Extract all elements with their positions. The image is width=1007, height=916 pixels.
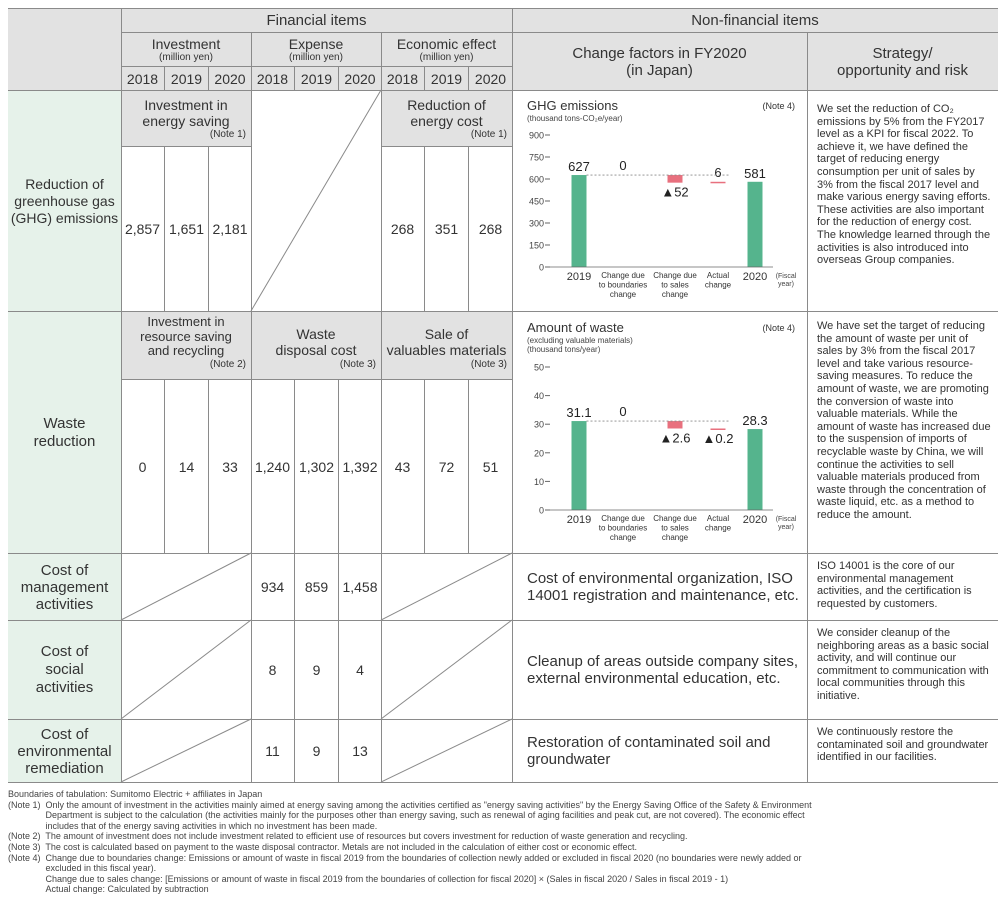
note-2: (Note 2) The amount of investment does not include investment related to efficient use of resources but covers investment for reduction of waste generation and recycling. <box>8 831 688 842</box>
ghg-effect-title-line2: energy cost <box>410 113 483 129</box>
ghg-investment-2020: 2,181 <box>212 221 248 237</box>
waste-expense-title <box>251 326 381 379</box>
x-category-label: Change due <box>601 514 645 523</box>
note-3: (Note 3) The cost is calculated based on payment to the waste disposal contractor. Metals are not included in the calculation of either cost or economic effect. <box>8 841 638 852</box>
y-tick-label: 450 <box>528 196 544 207</box>
bar-value-label: ▲2.6 <box>659 430 691 446</box>
ghg-emissions-chart <box>513 91 807 311</box>
waste-investment-2020: 33 <box>222 458 238 475</box>
x-category-label: change <box>661 533 689 542</box>
chart-note: (Note 4) <box>762 323 795 333</box>
year-header-exp-2018: 2018 <box>256 70 289 87</box>
waterfall-bar <box>668 421 683 428</box>
y-tick-label: 150 <box>528 240 544 251</box>
management-expense-2018: 934 <box>260 579 285 595</box>
investment-header-unit: (million yen) <box>159 52 213 63</box>
investment-header <box>121 33 251 66</box>
x-category-label: to boundaries <box>598 523 648 533</box>
chart-subtitle: (excluding valuable materials) <box>527 336 633 345</box>
ghg-effect-title-line1: Reduction of <box>407 97 486 113</box>
x-category-label: Actual <box>706 514 730 523</box>
row-label-ghg-line3: (GHG) emissions <box>10 209 119 226</box>
year-header-eff-2018: 2018 <box>386 70 419 87</box>
waste-effect-2018: 43 <box>394 458 411 475</box>
waste-investment-2018: 0 <box>138 458 147 475</box>
row-label-social-line1: Cost of <box>40 643 89 660</box>
y-tick-label: 0 <box>538 505 544 516</box>
x-category-label: Change due <box>653 271 697 280</box>
waste-investment-title-line1: Investment in <box>147 314 225 329</box>
waste-expense-note: (Note 3) <box>339 359 376 370</box>
footnotes <box>8 789 998 895</box>
ghg-strategy-text: We set the reduction of CO₂ emissions by 5% from the FY2017 level as a KPI for fiscal 2022. To achieve it, we have defined the target of reducing energy consumption per unit of sales by 3% from the fiscal 2017 level and make various energy saving efforts. These activities are also important for the reduction of energy cost. The knowledge learned through the activities is also introduced into overseas Group companies. <box>817 103 991 267</box>
waste-expense-title-line1: Waste <box>296 326 336 342</box>
y-tick-label: 40 <box>533 391 544 402</box>
row-label-remediation <box>8 720 121 782</box>
bar-value-label: ▲0.2 <box>702 431 734 447</box>
ghg-effect-2018: 268 <box>390 221 415 237</box>
waste-effect-title <box>381 326 512 379</box>
waterfall-bar <box>711 182 726 184</box>
bar-value-label: 31.1 <box>566 405 592 421</box>
fiscal-year-label: (Fiscal <box>775 273 797 280</box>
y-tick-label: 10 <box>533 476 544 487</box>
waterfall-bar <box>748 182 763 267</box>
boundaries-note: Boundaries of tabulation: Sumitomo Electric + affiliates in Japan <box>8 789 263 799</box>
waste-effect-2019: 72 <box>438 458 455 475</box>
ghg-effect-title <box>381 91 512 146</box>
y-tick-label: 50 <box>533 362 544 373</box>
fiscal-year-label: (Fiscal <box>775 516 797 523</box>
ghg-investment-title <box>121 91 251 146</box>
y-tick-label: 750 <box>528 152 544 163</box>
strategy-header-line1: Strategy/ <box>872 44 933 62</box>
note-4: (Note 4) Change due to boundaries change: Emissions or amount of waste in fiscal 2019 from the boundaries of collection newly added or excluded in fiscal 2020 (no boundaries were newly added or excluded in this fiscal year). Change due to sales change: [Emissions or amount of waste in fiscal 2019 from the boundaries of collection for fiscal 2020] × (Sales in fiscal 2020 / Sales in fiscal 2019 - 1) Actual change: Calculated by subtraction <box>8 852 802 895</box>
waste-expense-2018: 1,240 <box>254 458 291 475</box>
social-expense-2018: 8 <box>268 662 277 678</box>
investment-header-label: Investment <box>151 36 221 52</box>
bar-value-label: 0 <box>619 158 627 174</box>
waste-investment-title <box>121 315 251 379</box>
year-header-eff-2020: 2020 <box>474 70 507 87</box>
year-header-eff-2019: 2019 <box>430 70 463 87</box>
x-category-label: change <box>661 290 689 299</box>
row-label-management <box>8 554 121 620</box>
waste-strategy-text: We have set the target of reducing the amount of waste per unit of sales by 3% from the fiscal 2017 level and take various resource-saving measures. To reduce the amount of waste, we are promoting the conversion of waste into valuable materials. While the amount of waste has increased due to the suspension of imports of recyclable waste by China, we will continue the activities to sell valuable materials produced from waste through the concentration of waste liquid, etc. as a method to reduce the amount. <box>817 320 991 521</box>
waste-investment-title-line3: and recycling <box>147 343 225 358</box>
ghg-effect-note: (Note 1) <box>470 129 507 140</box>
year-header-exp-2019: 2019 <box>300 70 333 87</box>
row-label-waste-line2: reduction <box>33 432 96 450</box>
ghg-investment-note: (Note 1) <box>209 129 246 140</box>
bar-value-label: 0 <box>619 404 627 420</box>
row-label-ghg-line1: Reduction of <box>25 175 104 192</box>
waste-investment-note: (Note 2) <box>209 358 246 370</box>
chart-title: GHG emissions <box>527 98 619 113</box>
change-factors-header-line2: (in Japan) <box>626 61 693 79</box>
row-label-social <box>8 621 121 719</box>
row-label-remediation-line1: Cost of <box>40 725 89 743</box>
x-category-label: Change due <box>601 271 645 280</box>
ghg-investment-2019: 1,651 <box>168 221 205 237</box>
change-factors-header <box>512 33 807 90</box>
social-change-factor: Cleanup of areas outside company sites, external environmental education, etc. <box>527 653 798 687</box>
x-category-label: to boundaries <box>598 280 648 290</box>
row-label-remediation-line3: remediation <box>25 759 104 777</box>
waterfall-bar <box>572 175 587 267</box>
strategy-header <box>807 33 998 90</box>
management-expense-2020: 1,458 <box>342 579 378 595</box>
bar-value-label: 28.3 <box>742 413 768 429</box>
row-label-remediation-line2: environmental <box>17 742 112 760</box>
fiscal-year-label: year) <box>778 281 794 288</box>
waste-expense-title-line2: disposal cost <box>275 342 357 358</box>
remediation-expense-2020: 13 <box>352 743 368 759</box>
social-expense-2019: 9 <box>312 662 321 678</box>
x-category-label: to sales <box>661 280 689 290</box>
expense-header <box>251 33 381 66</box>
economic-effect-header-label: Economic effect <box>396 36 497 52</box>
remediation-strategy-text: We continuously restore the contaminated soil and groundwater identified in our facilities. <box>817 726 989 764</box>
management-strategy-text: ISO 14001 is the core of our environmental management activities, and the certification is requested by customers. <box>817 560 972 610</box>
waterfall-bar <box>711 428 726 430</box>
remediation-expense-2018: 11 <box>265 743 280 759</box>
waterfall-bar <box>748 429 763 510</box>
ghg-investment-title-line1: Investment in <box>144 97 228 113</box>
x-category-label: to sales <box>661 523 689 533</box>
non-financial-items-header: Non-financial items <box>691 12 819 29</box>
y-tick-label: 0 <box>538 262 544 273</box>
social-expense-2020: 4 <box>356 662 364 678</box>
x-category-label: 2019 <box>566 514 592 526</box>
x-category-label: 2020 <box>742 271 768 283</box>
row-label-ghg-line2: greenhouse gas <box>14 192 115 209</box>
x-category-label: change <box>704 280 732 290</box>
waste-effect-2020: 51 <box>482 458 499 475</box>
row-label-management-line3: activities <box>35 595 94 613</box>
waste-amount-chart <box>513 312 807 553</box>
ghg-investment-2018: 2,857 <box>124 221 161 237</box>
x-category-label: change <box>609 290 637 299</box>
year-header-inv-2019: 2019 <box>170 70 203 87</box>
ghg-effect-2020: 268 <box>478 221 503 237</box>
waste-effect-title-line1: Sale of <box>424 326 469 342</box>
row-label-ghg <box>8 91 121 311</box>
management-expense-2019: 859 <box>304 579 329 595</box>
x-category-label: 2019 <box>566 271 592 283</box>
row-label-social-line2: social <box>45 661 84 678</box>
x-category-label: change <box>609 533 637 542</box>
x-category-label: change <box>704 523 732 533</box>
row-label-waste-line1: Waste <box>43 414 86 432</box>
waterfall-bar <box>572 421 587 510</box>
waterfall-bar <box>668 175 683 183</box>
row-label-waste <box>8 312 121 553</box>
bar-value-label: 627 <box>568 159 590 175</box>
y-tick-label: 20 <box>533 448 544 459</box>
bar-value-label: ▲52 <box>661 184 689 200</box>
remediation-change-factor: Restoration of contaminated soil and groundwater <box>527 734 771 768</box>
year-header-inv-2018: 2018 <box>126 70 159 87</box>
waste-investment-title-line2: resource saving <box>140 328 232 344</box>
y-tick-label: 900 <box>528 130 544 141</box>
fiscal-year-label: year) <box>778 524 794 531</box>
chart-subtitle-2: (thousand tons/year) <box>527 345 601 354</box>
chart-subtitle: (thousand tons-CO₂e/year) <box>527 114 623 123</box>
x-category-label: Actual <box>706 271 730 280</box>
row-label-social-line3: activities <box>35 679 94 696</box>
chart-note: (Note 4) <box>762 101 795 111</box>
row-label-management-line1: Cost of <box>40 561 89 579</box>
economic-effect-header <box>381 33 512 66</box>
chart-title: Amount of waste <box>527 320 624 335</box>
waste-effect-note: (Note 3) <box>470 359 507 370</box>
waste-investment-2019: 14 <box>178 458 195 475</box>
economic-effect-header-unit: (million yen) <box>419 52 474 63</box>
year-header-inv-2020: 2020 <box>214 70 246 87</box>
waste-expense-2020: 1,392 <box>342 458 378 475</box>
financial-items-header: Financial items <box>266 12 367 29</box>
management-change-factor: Cost of environmental organization, ISO 14001 registration and maintenance, etc. <box>527 570 799 604</box>
bar-value-label: 6 <box>714 164 722 180</box>
waste-effect-title-line2: valuables materials <box>386 342 507 358</box>
ghg-effect-2019: 351 <box>434 221 459 237</box>
row-label-management-line2: management <box>20 578 109 596</box>
note-1: (Note 1) Only the amount of investment in the activities mainly aimed at energy saving among the activities certified as "energy saving activities" by the Energy Saving Office of the Safety & Environment Department is subject to the calculation (the activities mainly for the purposes other than energy saving, such as renewal of aging facilities and peak cut, are not covered). The economic effect includes that of the energy saving activities in which no investment has been made. <box>8 799 812 831</box>
remediation-expense-2019: 9 <box>312 743 321 759</box>
year-header-exp-2020: 2020 <box>344 70 376 87</box>
y-tick-label: 600 <box>528 174 544 185</box>
strategy-header-line2: opportunity and risk <box>837 61 968 79</box>
expense-header-label: Expense <box>288 36 344 52</box>
x-category-label: 2020 <box>742 514 768 526</box>
ghg-investment-title-line2: energy saving <box>142 113 230 129</box>
bar-value-label: 581 <box>744 165 766 181</box>
social-strategy-text: We consider cleanup of the neighboring areas as a basic social activity, and will continue our commitment to communication with local communities through this initiative. <box>817 627 989 702</box>
change-factors-header-line1: Change factors in FY2020 <box>572 44 747 62</box>
y-tick-label: 30 <box>533 419 544 430</box>
waste-expense-2019: 1,302 <box>298 458 335 475</box>
x-category-label: Change due <box>653 514 697 523</box>
expense-header-unit: (million yen) <box>289 52 343 63</box>
y-tick-label: 300 <box>528 218 544 229</box>
